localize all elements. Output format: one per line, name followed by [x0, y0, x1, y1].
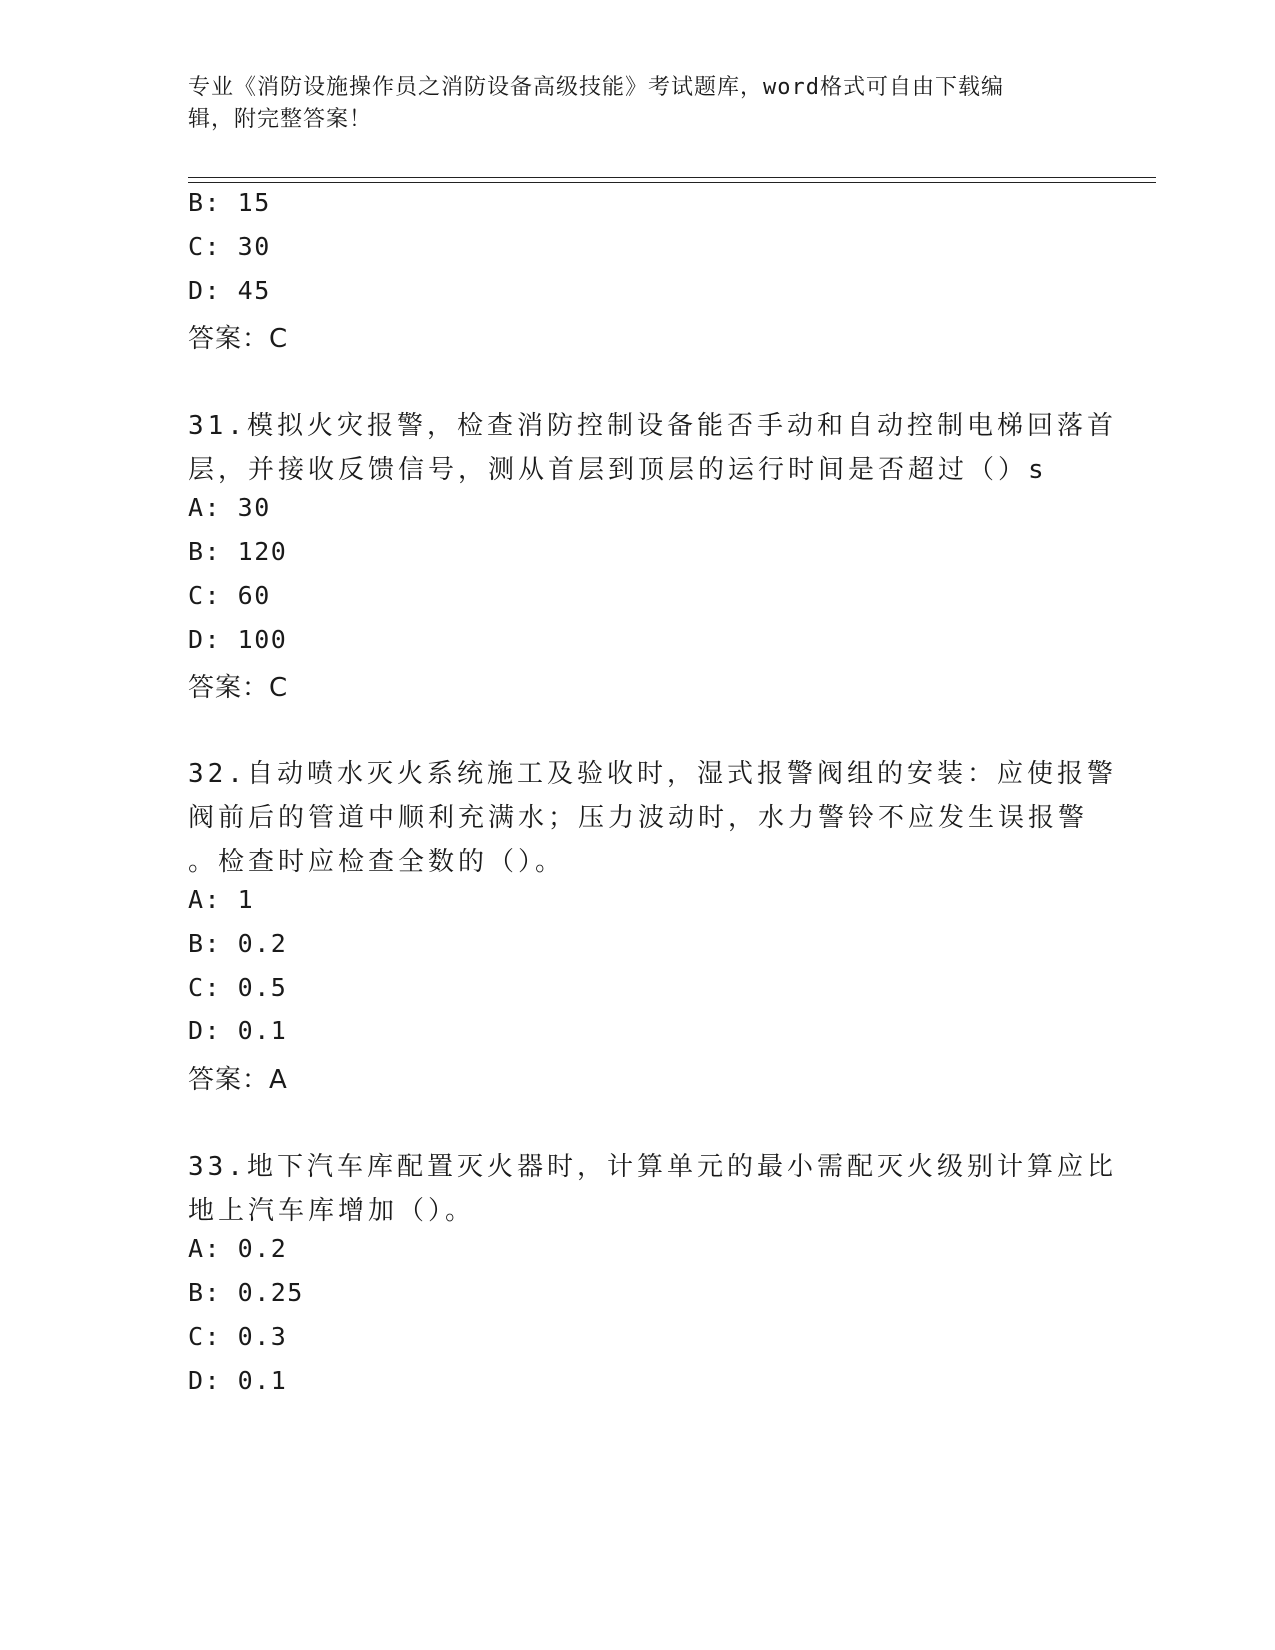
q32-option-a: A: 1	[188, 885, 255, 914]
q33-option-a: A: 0.2	[188, 1234, 288, 1263]
q32-stem-line-2: 阀前后的管道中顺利充满水；压力波动时，水力警铃不应发生误报警	[188, 803, 1089, 833]
q33-option-d: D: 0.1	[188, 1366, 288, 1395]
q30-option-c: C: 30	[188, 232, 271, 261]
q31-stem-line-2: 层，并接收反馈信号，测从首层到顶层的运行时间是否超过（）s	[188, 455, 1048, 485]
q33-option-c: C: 0.3	[188, 1322, 288, 1351]
q33-option-b: B: 0.25	[188, 1278, 304, 1307]
q30-answer: 答案：C	[188, 324, 289, 354]
q33-stem-line-1: 33.地下汽车库配置灭火器时，计算单元的最小需配灭火级别计算应比	[188, 1152, 1117, 1182]
header-divider-bottom	[188, 182, 1156, 183]
header-divider-top	[188, 177, 1156, 178]
q31-stem-line-1: 31.模拟火灾报警，检查消防控制设备能否手动和自动控制电梯回落首	[188, 411, 1117, 441]
q32-option-d: D: 0.1	[188, 1016, 288, 1045]
header-line-1: 专业《消防设施操作员之消防设备高级技能》考试题库，word格式可自由下载编	[188, 75, 1004, 100]
q32-option-c: C: 0.5	[188, 973, 288, 1002]
q32-stem-line-1: 32.自动喷水灭火系统施工及验收时，湿式报警阀组的安装：应使报警	[188, 759, 1117, 789]
q33-stem-line-2: 地上汽车库增加（）。	[188, 1196, 476, 1226]
header-line-2: 辑，附完整答案！	[188, 107, 373, 132]
q32-stem-line-3: 。检查时应检查全数的（）。	[188, 847, 566, 877]
q31-option-a: A: 30	[188, 493, 271, 522]
q31-option-d: D: 100	[188, 625, 288, 654]
q31-option-c: C: 60	[188, 581, 271, 610]
q32-answer: 答案：A	[188, 1065, 288, 1095]
q30-option-b: B: 15	[188, 188, 271, 217]
q31-answer: 答案：C	[188, 673, 289, 703]
q32-option-b: B: 0.2	[188, 929, 288, 958]
q30-option-d: D: 45	[188, 276, 271, 305]
q31-option-b: B: 120	[188, 537, 288, 566]
document-header	[188, 72, 1068, 136]
